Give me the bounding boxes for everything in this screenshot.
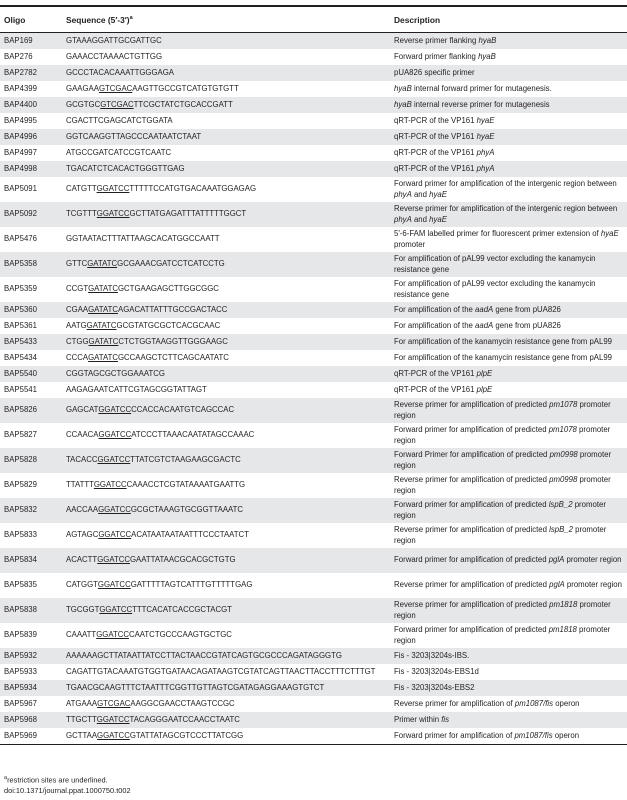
table-row [0, 129, 627, 145]
sequence-cell: CATGGTGGATCCGATTTTTAGTCATTTGTTTTTGAG [66, 580, 253, 590]
sequence-cell: AACCAAGGATCCGCGCTAAAGTGCGGTTAAATC [62, 498, 390, 523]
oligo-cell: BAP4997 [4, 147, 37, 157]
sequence-cell: CTGGGATATCCTCTGGTAAGGTTGGGAAGC [62, 334, 390, 350]
oligo-cell: BAP5968 [0, 712, 62, 728]
sequence-cell: TACACCGGATCCTTATCGTCTAAGAAGCGACTC [62, 448, 390, 473]
description-cell: hyaB internal forward primer for mutagenesis. [394, 83, 552, 93]
sequence-cell: GAAACCTAAAACTGTTGG [66, 51, 163, 61]
table-row [0, 252, 627, 277]
table-row [0, 648, 627, 664]
description-cell: hyaB internal reverse primer for mutagenesis [390, 97, 627, 113]
sequence-cell: CCAACAGGATCCATCCCTTAAACAATATAGCCAAAC [66, 430, 255, 440]
description-cell: Reverse primer flanking hyaB [390, 33, 627, 50]
sequence-cell: GCTTAAGGATCCGTATTATAGCGTCCCTTATCGG [62, 728, 390, 745]
table-row [0, 227, 627, 252]
sequence-cell: GAAGAAGTCGACAAGTTGCCGTCATGTGTGTT [66, 83, 239, 93]
table-row [0, 696, 627, 712]
sequence-cell: GGTAATACTTTATTAAGCACATGGCCAATT [66, 234, 220, 244]
oligo-cell: BAP5969 [0, 728, 62, 745]
table-row [0, 65, 627, 81]
table-row [0, 318, 627, 334]
oligo-cell: BAP5541 [4, 384, 37, 394]
table-row [0, 498, 627, 523]
doi: doi:10.1371/journal.ppat.1000750.t002 [4, 786, 131, 795]
oligo-cell: BAP5358 [0, 252, 62, 277]
table-row [0, 81, 627, 97]
description-cell: Forward Primer for amplification of predicted pm0998 promoter region [390, 448, 627, 473]
table-row [0, 712, 627, 728]
table-row [0, 423, 627, 448]
description-cell: Reverse primer for amplification of predicted lspB_2 promoter region [394, 524, 607, 545]
sequence-cell: TCGTTTGGATCCGCTTATGAGATTTATTTTTGGCT [62, 202, 390, 227]
table-row [0, 277, 627, 302]
table-row [0, 350, 627, 366]
description-cell: For amplification of the kanamycin resistance gene from pAL99 [390, 334, 627, 350]
table-row [0, 113, 627, 129]
oligo-cell: BAP4400 [0, 97, 62, 113]
description-cell: qRT-PCR of the VP161 hyaE [390, 129, 627, 145]
sequence-cell: AAAAAAGCTTATAATTATCCTTACTAACCGTATCAGTGCGCCCAGATAGGGTG [62, 648, 390, 664]
description-cell: For amplification of pAL99 vector excluding the kanamycin resistance gene [390, 252, 627, 277]
oligo-cell: BAP4996 [0, 129, 62, 145]
table-row [0, 573, 627, 598]
description-cell: Forward primer for amplification of predicted lspB_2 promoter region [390, 498, 627, 523]
oligo-cell: BAP4998 [0, 161, 62, 177]
table-row [0, 302, 627, 318]
sequence-cell: AAGAGAATCATTCGTAGCGGTATTAGT [66, 384, 207, 394]
oligo-cell: BAP5967 [4, 698, 37, 708]
sequence-cell: TTGCTTGGATCCTACAGGGAATCCAACCTAATC [62, 712, 390, 728]
table-row [0, 161, 627, 177]
sequence-cell: CGGTAGCGCTGGAAATCG [62, 366, 390, 382]
sequence-cell: CAAATTGGATCCCAATCTGCCCAAGTGCTGC [66, 630, 232, 640]
oligo-cell: BAP5832 [0, 498, 62, 523]
sequence-cell: GCGTGCGTCGACTTCGCTATCTGCACCGATT [62, 97, 390, 113]
description-cell: qRT-PCR of the VP161 hyaE [394, 115, 495, 125]
table-row [0, 728, 627, 745]
table-row [0, 334, 627, 350]
description-cell: Primer within fis [390, 712, 627, 728]
oligo-cell: BAP276 [4, 51, 33, 61]
description-cell: Fis - 3203|3204s-EBS1d [394, 666, 479, 676]
header-oligo: Oligo [0, 9, 62, 33]
sequence-cell: ATGAAAGTCGACAAGGCGAACCTAAGTCCGC [66, 698, 235, 708]
oligo-cell: BAP5835 [4, 580, 37, 590]
table-row [0, 548, 627, 573]
table-row [0, 623, 627, 648]
description-cell: Forward primer for amplification of predicted pglA promoter region [390, 548, 627, 573]
sequence-cell: CCCAGATATCGCCAAGCTCTTCAGCAATATC [66, 352, 229, 362]
sequence-cell: TGAACGCAAGTTTCTAATTTCGGTTGTTAGTCGATAGAGGAAAGTGTCT [62, 680, 390, 696]
oligo-cell: BAP5540 [0, 366, 62, 382]
table-row [0, 598, 627, 623]
sequence-cell: GTTCGATATCGCGAAACGATCCTCATCCTG [62, 252, 390, 277]
table-row [0, 202, 627, 227]
header-row [0, 9, 627, 33]
sequence-cell: AGTAGCGGATCCACATAATAATAATTTCCCTAATCT [66, 530, 249, 540]
table-row [0, 680, 627, 696]
description-cell: Fis - 3203|3204s-EBS2 [390, 680, 627, 696]
oligo-cell: BAP5434 [4, 352, 37, 362]
sequence-cell: GTAAAGGATTGCGATTGC [62, 33, 390, 50]
sequence-cell: TGCGGTGGATCCTTTCACATCACCGCTACGT [62, 598, 390, 623]
sequence-cell: CGACTTCGAGCATCTGGATA [66, 115, 173, 125]
oligo-cell: BAP4399 [4, 83, 37, 93]
description-cell: Forward primer flanking hyaB [394, 51, 496, 61]
description-cell: Reverse primer for amplification of predicted pm1078 promoter region [390, 398, 627, 423]
sequence-cell: GGTCAAGGTTAGCCCAATAATCTAAT [62, 129, 390, 145]
oligo-cell: BAP5826 [0, 398, 62, 423]
oligo-cell: BAP5433 [0, 334, 62, 350]
description-cell: Reverse primer for amplification of predicted pm1818 promoter region [390, 598, 627, 623]
sequence-cell: CGAAGATATCAGACATTATTTGCCGACTACC [62, 302, 390, 318]
table-row [0, 366, 627, 382]
oligo-cell: BAP5838 [0, 598, 62, 623]
sequence-cell: TTATTTGGATCCCAAACCTCGTATAAAATGAATTG [66, 480, 246, 490]
description-cell: For amplification of the kanamycin resistance gene from pAL99 [394, 352, 612, 362]
table-row [0, 664, 627, 680]
sequence-cell: GAGCATGGATCCCCACCACAATGTCAGCCAC [62, 398, 390, 423]
oligo-cell: BAP5933 [4, 666, 37, 676]
table-row [0, 448, 627, 473]
table-row [0, 145, 627, 161]
sequence-cell: AATGGATATCGCGTATGCGCTCACGCAAC [66, 320, 221, 330]
oligo-cell: BAP4995 [4, 115, 37, 125]
table-row [0, 177, 627, 202]
footnote: $^a$restriction sites are underlined. [4, 775, 108, 785]
oligo-cell: BAP5092 [0, 202, 62, 227]
table-row [0, 382, 627, 398]
table-row [0, 97, 627, 113]
description-cell: For amplification of the aadA gene from pUA826 [390, 302, 627, 318]
description-cell: 5′-6-FAM labelled primer for fluorescent primer extension of hyaE promoter [394, 228, 619, 249]
description-cell: Reverse primer for amplification of predicted pglA promoter region [394, 580, 622, 590]
oligo-cell: BAP5839 [4, 630, 37, 640]
header-sequence: Sequence $(5'-3')^a$ [62, 9, 390, 33]
header-description: Description [390, 9, 627, 33]
oligo-cell: BAP5359 [4, 284, 37, 294]
description-cell: Forward primer for amplification of predicted pm1818 promoter region [394, 624, 611, 645]
sequence-cell: ATGCCGATCATCCGTCAATC [66, 147, 172, 157]
description-cell: For amplification of the aadA gene from pUA826 [394, 320, 561, 330]
oligo-cell: BAP2782 [0, 65, 62, 81]
oligo-cell: BAP5829 [4, 480, 37, 490]
table-row [0, 523, 627, 548]
oligo-cell: BAP5833 [4, 530, 37, 540]
oligo-cell: BAP5932 [0, 648, 62, 664]
description-cell: Forward primer for amplification of predicted pm1078 promoter region [394, 424, 611, 445]
description-cell: qRT-PCR of the VP161 plpE [394, 384, 493, 394]
sequence-cell: ACACTTGGATCCGAATTATAACGCACGCTGTG [62, 548, 390, 573]
description-cell: For amplification of pAL99 vector excluding the kanamycin resistance gene [394, 278, 596, 299]
sequence-cell: GCCCTACACAAATTGGGAGA [62, 65, 390, 81]
oligo-cell: BAP5828 [0, 448, 62, 473]
oligo-cell: BAP5934 [0, 680, 62, 696]
description-cell: Reverse primer for amplification of pm1087/fis operon [394, 698, 580, 708]
oligo-cell: BAP5091 [4, 184, 37, 194]
table-row [0, 49, 627, 65]
sequence-cell: CAGATTGTACAAATGTGGTGATAACAGATAAGTCGTATCAGTTAACTTACCTTTCTTTGT [66, 666, 376, 676]
sequence-cell: TGACATCTCACACTGGGTTGAG [62, 161, 390, 177]
table-body [0, 33, 627, 745]
description-cell: Fis - 3203|3204s-IBS. [390, 648, 627, 664]
oligo-cell: BAP5476 [4, 234, 37, 244]
top-rule [0, 5, 627, 7]
oligo-table [0, 9, 627, 745]
table-row [0, 33, 627, 50]
oligo-cell: BAP5361 [4, 320, 37, 330]
oligo-cell: BAP169 [0, 33, 62, 50]
oligo-cell: BAP5827 [4, 430, 37, 440]
description-cell: qRT-PCR of the VP161 phyA [390, 161, 627, 177]
table-row [0, 398, 627, 423]
oligo-cell: BAP5834 [0, 548, 62, 573]
description-cell: qRT-PCR of the VP161 plpE [390, 366, 627, 382]
description-cell: Forward primer for amplification of pm1087/fis operon [390, 728, 627, 745]
description-cell: qRT-PCR of the VP161 phyA [394, 147, 495, 157]
description-cell: pUA826 specific primer [390, 65, 627, 81]
table-row [0, 473, 627, 498]
sequence-cell: CCGTGATATCGCTGAAGAGCTTGGCGGC [66, 284, 219, 294]
sequence-cell: CATGTTGGATCCTTTTTCCATGTGACAAATGGAGAG [66, 184, 257, 194]
description-cell: Forward primer for amplification of the intergenic region between phyA and hyaE [394, 178, 617, 199]
description-cell: Reverse primer for amplification of the intergenic region between phyA and hyaE [390, 202, 627, 227]
description-cell: Reverse primer for amplification of predicted pm0998 promoter region [394, 474, 611, 495]
oligo-cell: BAP5360 [0, 302, 62, 318]
